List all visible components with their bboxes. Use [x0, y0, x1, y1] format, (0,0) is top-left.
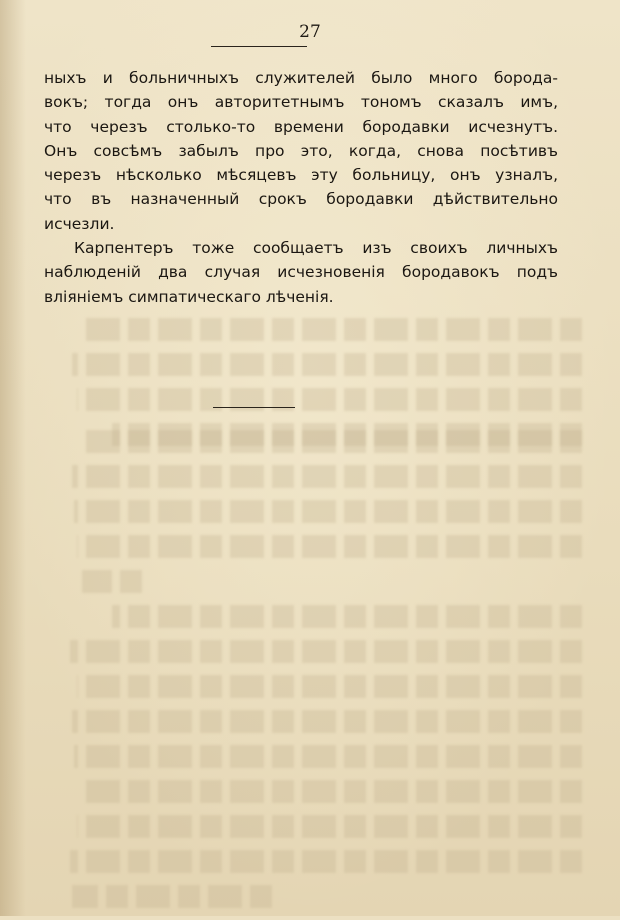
text-line: вліяніемъ симпатическаго лѣченія. [44, 287, 334, 306]
text-line: ныхъ и больничныхъ служителей было много борода- [44, 69, 558, 87]
text-line: наблюденій два случая исчезновенія бородавокъ подъ [44, 263, 558, 282]
header-rule [211, 46, 307, 47]
paragraph-2 [44, 236, 558, 309]
page-number: 27 [299, 22, 321, 42]
section-end-rule [213, 407, 295, 408]
text-line: Карпентеръ тоже сообщаетъ изъ своихъ личныхъ [74, 239, 558, 258]
text-line: исчезли. [44, 214, 115, 233]
text-line: что въ назначенный срокъ бородавки дѣйствительно [44, 190, 558, 209]
bleed-through-text-lower [62, 430, 582, 920]
text-line: вокъ; тогда онъ авторитетнымъ тономъ сказалъ имъ, [44, 93, 558, 112]
text-line: Онъ совсѣмъ забылъ про это, когда, снова посѣтивъ [44, 141, 558, 160]
text-line: что черезъ столько-то времени бородавки исчезнутъ. [44, 117, 558, 136]
body-text [44, 66, 558, 309]
paragraph-1 [44, 66, 558, 236]
text-line: черезъ нѣсколько мѣсяцевъ эту больницу, онъ узналъ, [44, 166, 558, 185]
page-edge-shadow [0, 0, 26, 916]
